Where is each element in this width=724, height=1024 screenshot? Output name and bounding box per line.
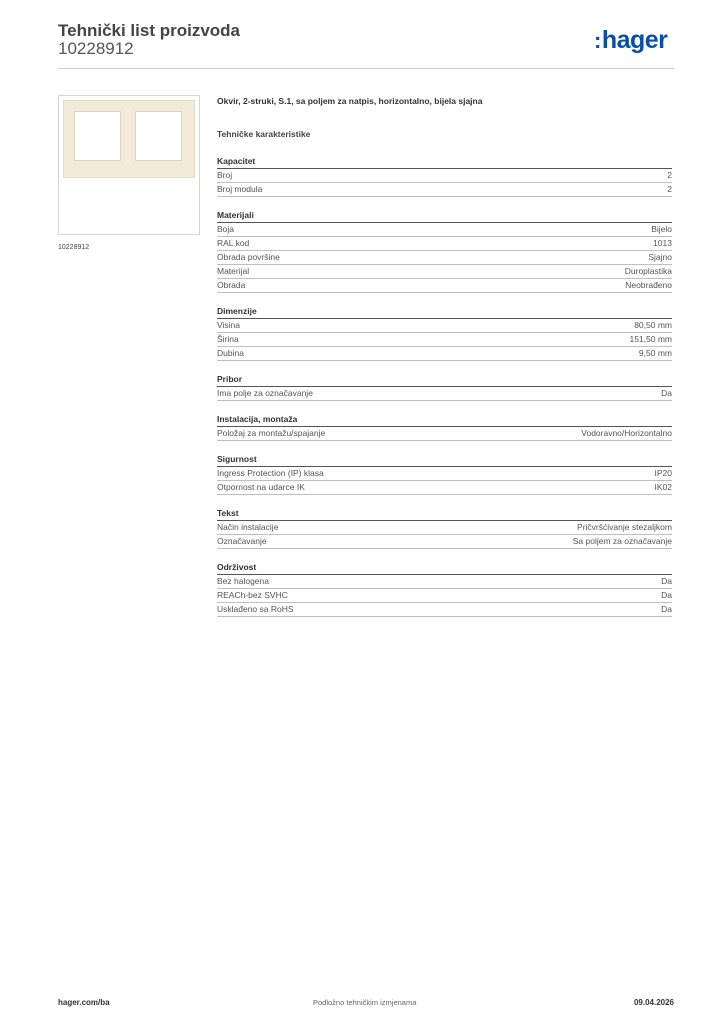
spec-value: Da [661,604,672,614]
spec-section [217,561,672,617]
spec-value: Duroplastika [624,266,672,276]
spec-section [217,453,672,495]
spec-label: Širina [217,334,239,344]
product-image [58,95,200,235]
product-number: 10228912 [58,39,134,58]
spec-row [217,387,672,401]
footer-website: hager.com/ba [58,998,110,1007]
spec-section [217,209,672,293]
spec-row [217,251,672,265]
spec-row [217,333,672,347]
spec-row [217,481,672,495]
spec-row [217,183,672,197]
spec-row [217,535,672,549]
spec-row [217,603,672,617]
double-frame-illustration [63,100,195,178]
spec-label: Boja [217,224,235,234]
spec-value: IK02 [654,482,672,492]
spec-label: Bez halogena [217,576,269,586]
spec-label: Broj modula [217,184,263,194]
spec-row [217,467,672,481]
spec-label: Označavanje [217,536,267,546]
spec-row [217,347,672,361]
spec-label: Usklađeno sa RoHS [217,604,294,614]
hager-logo [594,26,667,55]
section-title: Instalacija, montaža [217,413,672,427]
spec-value: 80,50 mm [634,320,672,330]
spec-section [217,373,672,401]
spec-value: Sa poljem za označavanje [572,536,672,546]
section-title: Materijali [217,209,672,223]
spec-value: Sjajno [648,252,672,262]
page-title: Tehnički list proizvoda [58,21,240,40]
spec-row [217,223,672,237]
frame-opening-left [75,112,120,160]
section-title: Dimenzije [217,305,672,319]
spec-value: Da [661,590,672,600]
spec-value: IP20 [654,468,672,478]
section-title: Kapacitet [217,155,672,169]
spec-label: Broj [217,170,233,180]
image-caption: 10228912 [58,244,90,251]
footer-note: Podložno tehničkim izmjenama [313,998,417,1007]
spec-row [217,265,672,279]
spec-value: 2 [667,170,672,180]
spec-sections [217,155,672,617]
section-title: Sigurnost [217,453,672,467]
logo-dots-icon: : [594,28,601,53]
spec-row [217,169,672,183]
spec-label: Način instalacije [217,522,279,532]
tech-heading: Tehničke karakteristike [217,129,311,139]
section-title: Tekst [217,507,672,521]
spec-value: Neobrađeno [625,280,672,290]
section-title: Održivost [217,561,672,575]
spec-section [217,155,672,197]
spec-label: Otpornost na udarce IK [217,482,305,492]
spec-label: Dubina [217,348,244,358]
spec-label: Ingress Protection (IP) klasa [217,468,324,478]
header-divider [58,68,674,69]
spec-label: REACh-bez SVHC [217,590,288,600]
spec-label: Obrada [217,280,246,290]
spec-value: Vodoravno/Horizontalno [581,428,672,438]
product-description: Okvir, 2-struki, S.1, sa poljem za natpis, horizontalno, bijela sjajna [217,96,483,106]
spec-label: Visina [217,320,240,330]
spec-label: Položaj za montažu/spajanje [217,428,326,438]
spec-value: 9,50 mm [638,348,672,358]
logo-text: hager [601,26,668,54]
spec-section [217,305,672,361]
section-title: Pribor [217,373,672,387]
spec-value: Da [661,576,672,586]
spec-content [217,96,672,617]
spec-value: 1013 [653,238,672,248]
spec-value: Bijelo [651,224,672,234]
spec-section [217,507,672,549]
spec-row [217,427,672,441]
spec-row [217,279,672,293]
spec-row [217,319,672,333]
spec-row [217,521,672,535]
footer-date: 09.04.2026 [633,998,674,1007]
spec-value: Pričvršćivanje stezaljkom [577,522,672,532]
frame-opening-right [136,112,181,160]
spec-label: Obrada površine [217,252,280,262]
spec-row [217,589,672,603]
spec-label: Ima polje za označavanje [217,388,313,398]
spec-value: Da [661,388,672,398]
spec-value: 151,50 mm [629,334,672,344]
spec-section [217,413,672,441]
spec-row [217,575,672,589]
spec-value: 2 [667,184,672,194]
spec-label: RAL kod [217,238,250,248]
spec-label: Materijal [217,266,250,276]
spec-row [217,237,672,251]
